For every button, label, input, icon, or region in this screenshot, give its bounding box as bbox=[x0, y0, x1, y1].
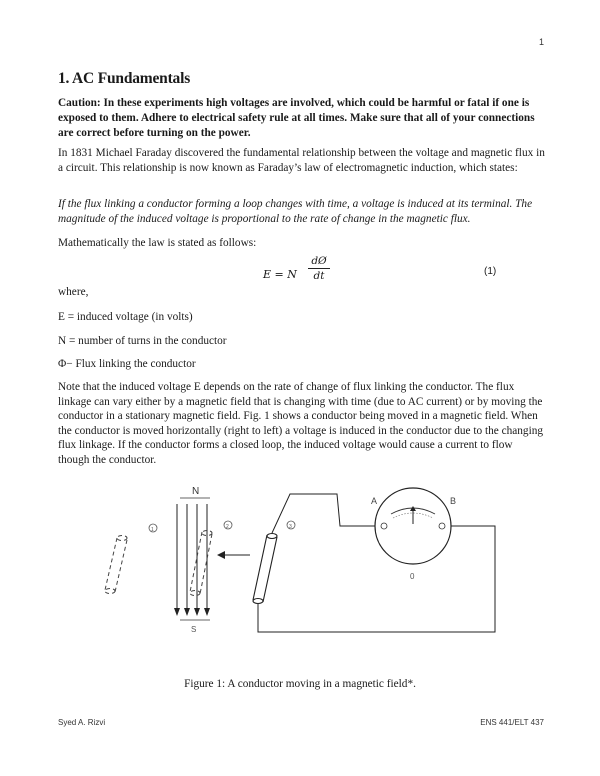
definition-turns: N = number of turns in the conductor bbox=[58, 335, 227, 347]
conductor-field-figure bbox=[95, 480, 515, 650]
position-3-label: 3 bbox=[289, 524, 292, 530]
math-intro: Mathematically the law is stated as follows: bbox=[58, 237, 257, 249]
equation-fraction bbox=[308, 255, 330, 282]
caution-paragraph: Caution: In these experiments high voltages are involved, which could be harmful or fatal if one is exposed to them. Adhere to electrical safety rule at all times. Make sure that all of your connections are correct before turning on the power. bbox=[58, 97, 535, 139]
magnetic-field-lines bbox=[177, 504, 207, 610]
figure-caption: Figure 1: A conductor moving in a magnetic field*. bbox=[184, 678, 416, 690]
footer-course: ENS 441/ELT 437 bbox=[480, 718, 544, 727]
field-arrowheads bbox=[174, 608, 210, 616]
equation-lhs: E = N bbox=[263, 268, 297, 281]
arrowhead-icon bbox=[204, 608, 210, 616]
arrowhead-icon bbox=[194, 608, 200, 616]
pole-south-label: S bbox=[191, 625, 197, 634]
terminal-b-label: B bbox=[450, 496, 457, 506]
page-number: 1 bbox=[538, 37, 544, 47]
position-1-label: 1 bbox=[151, 527, 154, 533]
meter-body bbox=[375, 488, 451, 564]
equation-number: (1) bbox=[484, 266, 497, 277]
explanation-paragraph: Note that the induced voltage E depends on the rate of change of flux linking the conductor. The flux linkage can vary either by a magnetic field that is changing with time (due to AC current) or by moving the conductor in a stationary magnetic field. Fig. 1 shows a conductor being moved in a magnetic field. When the conductor is moved horizontally (right to left) a voltage is induced in the conductor due to the changing flux linkage. If the conductor forms a closed loop, the induced voltage would cause a current to flow though the conductor. bbox=[58, 381, 544, 466]
meter-center-label: 0 bbox=[410, 572, 415, 581]
intro-paragraph: In 1831 Michael Faraday discovered the fundamental relationship between the voltage and magnetic flux in a circuit. This relationship is now known as Faraday’s law of electromagnetic induction, which states: bbox=[58, 147, 545, 174]
galvanometer bbox=[375, 488, 451, 564]
position-2-label: 2 bbox=[226, 524, 229, 530]
definition-flux: Φ− Flux linking the conductor bbox=[58, 358, 196, 370]
fraction-bar bbox=[308, 268, 330, 269]
footer-author: Syed A. Rizvi bbox=[58, 718, 106, 727]
arrowhead-icon bbox=[184, 608, 190, 616]
equation-denominator: dt bbox=[313, 270, 325, 282]
definition-voltage: E = induced voltage (in volts) bbox=[58, 311, 193, 323]
terminal-a-label: A bbox=[371, 496, 378, 506]
motion-arrow-icon bbox=[217, 551, 225, 559]
law-statement: If the flux linking a conductor forming a loop changes with time, a voltage is induced at its terminal. The magnitude of the induced voltage is proportional to the rate of change in the magnetic flux. bbox=[58, 198, 533, 225]
arrowhead-icon bbox=[174, 608, 180, 616]
pole-north-label: N bbox=[192, 486, 200, 497]
equation-numerator: dØ bbox=[311, 255, 327, 267]
conductor-position-3 bbox=[253, 534, 277, 604]
conductor-position-2 bbox=[190, 531, 212, 596]
where-label: where, bbox=[58, 286, 89, 298]
section-heading: 1. AC Fundamentals bbox=[58, 70, 191, 87]
conductor-position-1 bbox=[105, 536, 127, 594]
